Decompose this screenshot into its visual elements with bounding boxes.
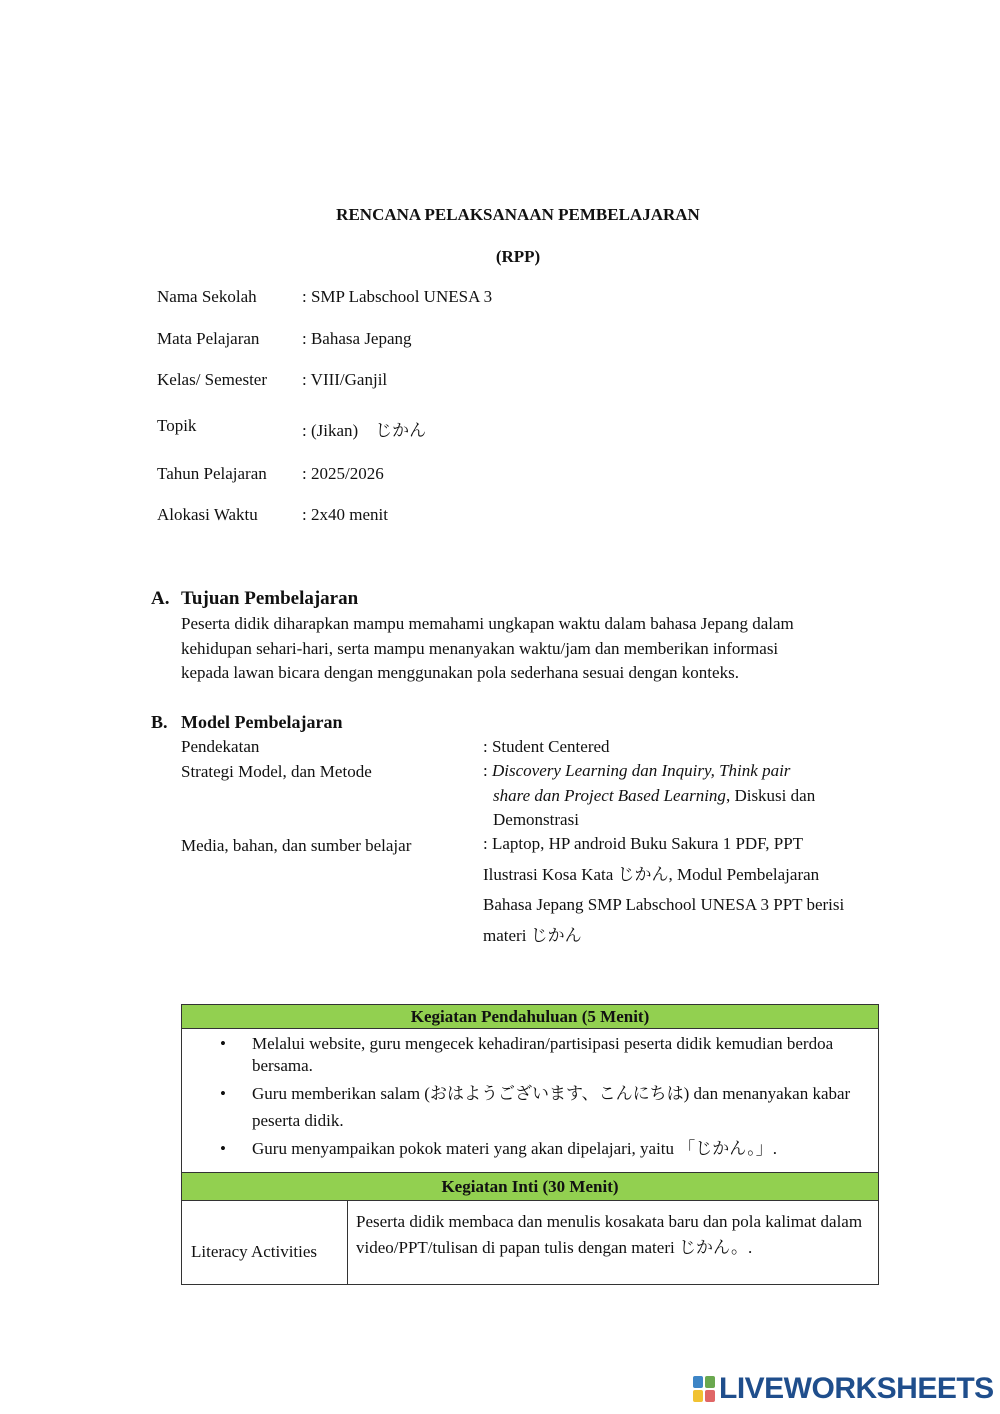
info-label-year: Tahun Pelajaran [157,464,267,483]
section-a-line: Peserta didik diharapkan mampu memahami ungkapan waktu dalam bahasa Jepang dalam [181,614,794,633]
table-row [182,1201,878,1284]
list-item: • Guru menyampaikan pokok materi yang akan dipelajari, yaitu 「じかん。」. [220,1135,860,1162]
strategi-line-2 [483,784,883,809]
inti-row-label: Literacy Activities [191,1242,318,1261]
section-a-paragraph [181,612,881,686]
strategi-italic-1: Discovery Learning dan Inquiry, Think pair [491,761,791,780]
document-title: RENCANA PELAKSANAAN PEMBELAJARAN [336,205,700,224]
pendahuluan-body [182,1029,878,1173]
info-label-subject: Mata Pelajaran [157,329,260,348]
section-a-letter: A. [151,588,170,609]
info-value-year: : 2025/2026 [302,464,384,483]
media-line: materi じかん [483,925,582,945]
liveworksheets-logo [693,1373,994,1405]
list-item: • Melalui website, guru mengecek kehadiran/partisipasi peserta didik kemudian berdoa bersama. [220,1033,860,1077]
media-label: Media, bahan, dan sumber belajar [181,836,412,855]
info-value-subject: : Bahasa Jepang [302,329,412,348]
section-b-title: Model Pembelajaran [181,712,343,732]
section-a-line: kepada lawan bicara dengan menggunakan pola sederhana sesuai dengan konteks. [181,663,739,682]
media-line: : Laptop, HP android Buku Sakura 1 PDF, PPT [483,834,804,853]
logo-mark-square [693,1376,703,1388]
info-label-school: Nama Sekolah [157,287,257,306]
logo-mark-icon [693,1376,715,1402]
section-b-heading [151,712,342,733]
media-line: Ilustrasi Kosa Kata じかん, Modul Pembelajaran [483,864,820,884]
strategi-rest-2: , Diskusi dan [725,785,816,805]
info-label-class: Kelas/ Semester [157,370,267,389]
strategi-italic-2: share dan Project Based Learning [493,785,726,805]
info-value-class: : VIII/Ganjil [302,370,388,389]
pendahuluan-list [220,1033,860,1162]
section-a-line: kehidupan sehari-hari, serta mampu menanyakan waktu/jam dan memberikan informasi [181,638,779,658]
info-value-topic: : (Jikan) じかん [302,421,427,440]
strategi-label: Strategi Model, dan Metode [181,762,372,781]
strategi-line-1 [483,759,883,784]
info-value-school: : SMP Labschool UNESA 3 [302,287,493,306]
logo-mark-square [705,1376,715,1388]
strategi-colon: : [483,761,492,780]
inti-row-text: Peserta didik membaca dan menulis kosakata baru dan pola kalimat dalam video/PPT/tulisan di papan tulis dengan materi じかん。. [356,1212,863,1257]
media-value [483,829,883,951]
inti-header: Kegiatan Inti (30 Menit) [182,1173,878,1201]
logo-mark-square [705,1390,715,1402]
pendekatan-value: : Student Centered [483,737,610,756]
media-line: Bahasa Jepang SMP Labschool UNESA 3 PPT berisi [483,895,845,914]
inti-row-label-cell [182,1201,348,1284]
strategi-value [483,759,883,833]
document-subtitle: (RPP) [495,247,541,266]
activities-table [181,1004,879,1285]
info-label-topic: Topik [157,416,197,435]
strategi-line-3: Demonstrasi [493,810,579,829]
pendekatan-label: Pendekatan [181,737,260,756]
logo-text: LIVEWORKSHEETS [719,1372,994,1405]
logo-mark-square [693,1390,703,1402]
info-label-duration: Alokasi Waktu [157,505,258,524]
info-value-duration: : 2x40 menit [302,505,388,524]
section-b-letter: B. [151,712,168,732]
list-item: • Guru memberikan salam (おはようございます、こんにちは) dan menanyakan kabar peserta didik. [220,1080,860,1134]
section-a-title: Tujuan Pembelajaran [181,588,359,609]
pendahuluan-header: Kegiatan Pendahuluan (5 Menit) [182,1005,878,1029]
section-a-heading [151,588,358,610]
